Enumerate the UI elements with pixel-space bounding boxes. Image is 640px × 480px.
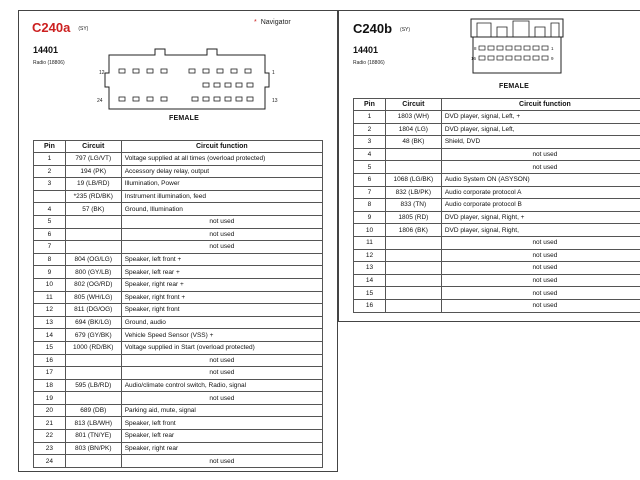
circuit-cell: 48 (BK) bbox=[385, 136, 441, 149]
pin-cell: 23 bbox=[34, 442, 66, 455]
function-cell: Speaker, left front + bbox=[121, 253, 322, 266]
circuit-cell bbox=[65, 392, 121, 405]
pin-cell: 4 bbox=[34, 203, 66, 216]
female-label: FEMALE bbox=[499, 83, 529, 90]
function-cell: Speaker, right front + bbox=[121, 291, 322, 304]
circuit-cell: 832 (LB/PK) bbox=[385, 186, 441, 199]
circuit-cell: 194 (PK) bbox=[65, 165, 121, 178]
table-row bbox=[354, 211, 640, 224]
table-row bbox=[34, 455, 323, 468]
circuit-cell: 689 (DB) bbox=[65, 404, 121, 417]
header-pin: Pin bbox=[354, 99, 386, 111]
pin-label: 12 bbox=[99, 70, 105, 76]
pin-cell: 1 bbox=[34, 153, 66, 166]
table-row bbox=[34, 379, 323, 392]
table-row bbox=[34, 291, 323, 304]
function-cell: not used bbox=[441, 148, 640, 161]
function-cell: Speaker, left rear bbox=[121, 430, 322, 443]
function-cell: not used bbox=[121, 354, 322, 367]
legend-text: Navigator bbox=[260, 19, 291, 26]
pin-cell: 17 bbox=[34, 367, 66, 380]
function-cell: not used bbox=[441, 249, 640, 262]
table-row bbox=[34, 404, 323, 417]
pin-label: 1 bbox=[551, 46, 554, 51]
table-row bbox=[34, 178, 323, 191]
connector-panel-c240a bbox=[18, 10, 338, 472]
circuit-cell bbox=[385, 274, 441, 287]
circuit-cell bbox=[65, 241, 121, 254]
circuit-cell bbox=[385, 148, 441, 161]
header-circuit: Circuit bbox=[65, 141, 121, 153]
circuit-cell: 805 (WH/LG) bbox=[65, 291, 121, 304]
circuit-cell: 803 (BN/PK) bbox=[65, 442, 121, 455]
circuit-cell bbox=[385, 236, 441, 249]
pin-label: 24 bbox=[97, 98, 103, 104]
table-row bbox=[354, 249, 640, 262]
connector-tag: (SY) bbox=[400, 26, 411, 33]
pin-label: 13 bbox=[272, 98, 278, 104]
function-cell: Audio/climate control switch, Radio, signal bbox=[121, 379, 322, 392]
pin-cell: 4 bbox=[354, 148, 386, 161]
table-row bbox=[354, 236, 640, 249]
table-row bbox=[34, 417, 323, 430]
pin-cell: 22 bbox=[34, 430, 66, 443]
table-row bbox=[34, 228, 323, 241]
table-row bbox=[34, 215, 323, 228]
pin-cell: 10 bbox=[354, 224, 386, 237]
circuit-cell bbox=[65, 228, 121, 241]
table-row bbox=[34, 430, 323, 443]
pin-cell: 5 bbox=[34, 215, 66, 228]
circuit-cell: 57 (BK) bbox=[65, 203, 121, 216]
table-row bbox=[34, 278, 323, 291]
circuit-cell bbox=[385, 299, 441, 312]
circuit-cell bbox=[65, 215, 121, 228]
legend-marker: * bbox=[254, 19, 257, 26]
function-cell: Speaker, right rear + bbox=[121, 278, 322, 291]
pin-cell: 12 bbox=[34, 304, 66, 317]
table-row bbox=[34, 392, 323, 405]
female-label: FEMALE bbox=[169, 115, 199, 122]
table-row bbox=[34, 203, 323, 216]
pin-cell: 24 bbox=[34, 455, 66, 468]
circuit-cell: 813 (LB/WH) bbox=[65, 417, 121, 430]
function-cell: Audio corporate protocol B bbox=[441, 199, 640, 212]
table-row bbox=[354, 186, 640, 199]
table-row bbox=[354, 287, 640, 300]
part-number: 14401 bbox=[353, 45, 379, 55]
circuit-cell: 1000 (RD/BK) bbox=[65, 341, 121, 354]
circuit-cell: 1804 (LG) bbox=[385, 123, 441, 136]
table-row bbox=[34, 329, 323, 342]
table-row bbox=[354, 262, 640, 275]
pin-cell: 12 bbox=[354, 249, 386, 262]
function-cell: not used bbox=[441, 287, 640, 300]
pin-cell: 19 bbox=[34, 392, 66, 405]
part-number: 14401 bbox=[33, 45, 59, 55]
header-function: Circuit function bbox=[441, 99, 640, 111]
function-cell: not used bbox=[441, 274, 640, 287]
table-row bbox=[354, 111, 640, 124]
pin-cell: 6 bbox=[354, 173, 386, 186]
table-row bbox=[354, 224, 640, 237]
function-cell: not used bbox=[121, 455, 322, 468]
table-row bbox=[354, 274, 640, 287]
function-cell: not used bbox=[121, 367, 322, 380]
pin-cell: 2 bbox=[354, 123, 386, 136]
circuit-cell bbox=[385, 262, 441, 275]
connector-id: C240a (SY) bbox=[32, 20, 89, 35]
function-cell: not used bbox=[441, 262, 640, 275]
connector-tag: (SY) bbox=[78, 25, 89, 32]
pin-cell: 9 bbox=[354, 211, 386, 224]
circuit-cell bbox=[65, 455, 121, 468]
function-cell: Audio corporate protocol A bbox=[441, 186, 640, 199]
pin-label: 16 bbox=[471, 56, 477, 61]
circuit-cell: 801 (TN/YE) bbox=[65, 430, 121, 443]
pin-cell: 15 bbox=[34, 341, 66, 354]
function-cell: Speaker, left rear + bbox=[121, 266, 322, 279]
table-row bbox=[354, 136, 640, 149]
function-cell: Ground, Illumination bbox=[121, 203, 322, 216]
function-cell: Accessory delay relay, output bbox=[121, 165, 322, 178]
pin-cell: 3 bbox=[34, 178, 66, 191]
pin-cell: 16 bbox=[34, 354, 66, 367]
circuit-cell: 802 (OG/RD) bbox=[65, 278, 121, 291]
table-header-row bbox=[34, 141, 323, 153]
connector-description: Radio (18806) bbox=[33, 60, 65, 66]
pin-label: 9 bbox=[551, 56, 554, 61]
pin-cell: 13 bbox=[34, 316, 66, 329]
circuit-cell: 694 (BK/LG) bbox=[65, 316, 121, 329]
function-cell: Audio System ON (ASYSON) bbox=[441, 173, 640, 186]
circuit-cell: 595 (LB/RD) bbox=[65, 379, 121, 392]
table-row bbox=[34, 304, 323, 317]
table-row bbox=[354, 123, 640, 136]
circuit-cell: 19 (LB/RD) bbox=[65, 178, 121, 191]
table-row bbox=[34, 266, 323, 279]
circuit-cell bbox=[385, 287, 441, 300]
table-row bbox=[34, 190, 323, 203]
function-cell: Illumination, Power bbox=[121, 178, 322, 191]
pin-cell: 13 bbox=[354, 262, 386, 275]
function-cell: not used bbox=[441, 299, 640, 312]
table-row bbox=[34, 316, 323, 329]
pin-table-c240a bbox=[33, 140, 323, 468]
pin-cell: 8 bbox=[34, 253, 66, 266]
function-cell: Shield, DVD bbox=[441, 136, 640, 149]
function-cell: DVD player, signal, Right, bbox=[441, 224, 640, 237]
pin-cell: 7 bbox=[34, 241, 66, 254]
connector-diagram-c240b bbox=[467, 17, 567, 79]
function-cell: not used bbox=[121, 392, 322, 405]
pin-cell: 7 bbox=[354, 186, 386, 199]
pin-cell: 18 bbox=[34, 379, 66, 392]
circuit-cell bbox=[65, 367, 121, 380]
pin-cell: 16 bbox=[354, 299, 386, 312]
table-row bbox=[34, 367, 323, 380]
function-cell: not used bbox=[441, 236, 640, 249]
pin-cell: 10 bbox=[34, 278, 66, 291]
pin-cell: 14 bbox=[34, 329, 66, 342]
pin-cell: 20 bbox=[34, 404, 66, 417]
circuit-cell: 1803 (WH) bbox=[385, 111, 441, 124]
table-row bbox=[34, 354, 323, 367]
pin-cell bbox=[34, 190, 66, 203]
function-cell: not used bbox=[121, 215, 322, 228]
circuit-cell: 1805 (RD) bbox=[385, 211, 441, 224]
function-cell: Parking aid, mute, signal bbox=[121, 404, 322, 417]
header-pin: Pin bbox=[34, 141, 66, 153]
function-cell: DVD player, signal, Left, bbox=[441, 123, 640, 136]
function-cell: not used bbox=[441, 161, 640, 174]
pin-cell: 15 bbox=[354, 287, 386, 300]
header-circuit: Circuit bbox=[385, 99, 441, 111]
circuit-cell: 811 (DG/OG) bbox=[65, 304, 121, 317]
table-header-row bbox=[354, 99, 640, 111]
pin-cell: 11 bbox=[34, 291, 66, 304]
circuit-cell: 804 (OG/LG) bbox=[65, 253, 121, 266]
circuit-cell bbox=[65, 354, 121, 367]
connector-description: Radio (18806) bbox=[353, 60, 385, 66]
table-row bbox=[354, 199, 640, 212]
function-cell: Speaker, right front bbox=[121, 304, 322, 317]
circuit-cell: 833 (TN) bbox=[385, 199, 441, 212]
pin-table-c240b bbox=[353, 98, 640, 313]
pin-label: 8 bbox=[474, 46, 477, 51]
function-cell: Voltage supplied at all times (overload protected) bbox=[121, 153, 322, 166]
pin-cell: 14 bbox=[354, 274, 386, 287]
function-cell: Ground, audio bbox=[121, 316, 322, 329]
pin-cell: 5 bbox=[354, 161, 386, 174]
table-row bbox=[34, 442, 323, 455]
circuit-cell: *235 (RD/BK) bbox=[65, 190, 121, 203]
pin-cell: 21 bbox=[34, 417, 66, 430]
table-row bbox=[354, 173, 640, 186]
pin-cell: 3 bbox=[354, 136, 386, 149]
circuit-cell: 797 (LG/VT) bbox=[65, 153, 121, 166]
pin-cell: 11 bbox=[354, 236, 386, 249]
function-cell: not used bbox=[121, 228, 322, 241]
pin-label: 1 bbox=[272, 70, 275, 76]
circuit-cell bbox=[385, 161, 441, 174]
circuit-cell: 1068 (LG/BK) bbox=[385, 173, 441, 186]
circuit-cell: 800 (GY/LB) bbox=[65, 266, 121, 279]
function-cell: not used bbox=[121, 241, 322, 254]
function-cell: Vehicle Speed Sensor (VSS) + bbox=[121, 329, 322, 342]
function-cell: DVD player, signal, Right, + bbox=[441, 211, 640, 224]
legend bbox=[254, 19, 291, 26]
function-cell: Instrument illumination, feed bbox=[121, 190, 322, 203]
function-cell: Speaker, right rear bbox=[121, 442, 322, 455]
table-row bbox=[354, 148, 640, 161]
table-row bbox=[34, 241, 323, 254]
pin-cell: 9 bbox=[34, 266, 66, 279]
table-row bbox=[34, 153, 323, 166]
pin-cell: 1 bbox=[354, 111, 386, 124]
circuit-cell: 1806 (BK) bbox=[385, 224, 441, 237]
table-row bbox=[34, 253, 323, 266]
table-row bbox=[34, 341, 323, 354]
pin-cell: 8 bbox=[354, 199, 386, 212]
table-row bbox=[354, 161, 640, 174]
circuit-cell: 679 (GY/BK) bbox=[65, 329, 121, 342]
function-cell: Voltage supplied in Start (overload protected) bbox=[121, 341, 322, 354]
pin-cell: 2 bbox=[34, 165, 66, 178]
connector-id: C240b (SY) bbox=[353, 21, 411, 36]
connector-panel-c240b bbox=[338, 10, 640, 322]
table-row bbox=[34, 165, 323, 178]
pin-cell: 6 bbox=[34, 228, 66, 241]
circuit-cell bbox=[385, 249, 441, 262]
function-cell: DVD player, signal, Left, + bbox=[441, 111, 640, 124]
table-row bbox=[354, 299, 640, 312]
function-cell: Speaker, left front bbox=[121, 417, 322, 430]
header-function: Circuit function bbox=[121, 141, 322, 153]
connector-diagram-c240a bbox=[97, 45, 277, 115]
